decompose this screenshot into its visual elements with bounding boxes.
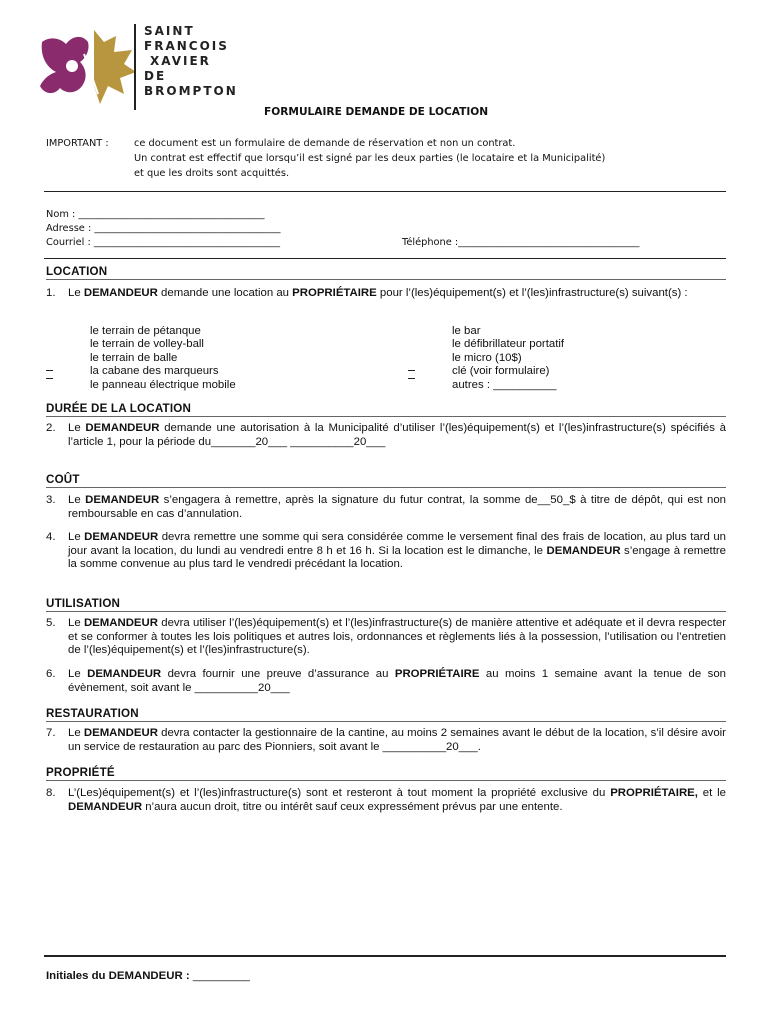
term-demandeur: DEMANDEUR — [68, 800, 143, 813]
paragraph-number: 1. — [46, 287, 56, 299]
logo-emblem-icon — [36, 24, 146, 110]
term-demandeur: DEMANDEUR — [85, 422, 160, 434]
paragraph-number: 4. — [46, 531, 56, 543]
section-restauration-heading: RESTAURATION — [46, 707, 139, 720]
checkbox-cle[interactable] — [408, 370, 415, 371]
text: Le — [68, 287, 84, 299]
paragraph-4 — [46, 531, 726, 572]
paragraph-number: 5. — [46, 617, 56, 629]
list-item: la cabane des marqueurs — [90, 365, 219, 378]
courriel-field[interactable]: Courriel : ______________________________________ — [46, 237, 281, 248]
term-demandeur: DEMANDEUR — [83, 617, 158, 629]
important-line-2: Un contrat est effectif que lorsqu’il est signé par les deux parties (le locataire et la Municipalité) — [134, 153, 606, 164]
telephone-field[interactable]: Téléphone :_____________________________________ — [402, 237, 640, 248]
logo-line-4: DE — [144, 69, 167, 83]
text: demande une autorisation à la Municipalité d’utiliser l’(les)équipement(s) et l’(les)infrastructure(s) spécifiés à l’article 1, pour la période du_______20___ __________20___ — [68, 422, 727, 448]
important-line-3: et que les droits sont acquittés. — [134, 168, 290, 179]
list-item: le panneau électrique mobile — [90, 378, 236, 391]
checkbox-panneau[interactable] — [46, 378, 53, 379]
logo-line-5: BROMPTON — [144, 84, 238, 98]
municipality-logo — [36, 24, 276, 110]
text: devra remettre une somme qui sera considérée comme le versement final des frais de location, au plus tard un jour avant la location, du lundi au vendredi entre 8 h et 16 h. Si la location est le dimanche, le — [68, 531, 726, 557]
section-underline — [46, 279, 726, 280]
initials-field[interactable] — [46, 970, 250, 982]
term-demandeur: DEMANDEUR — [546, 544, 621, 557]
text: Le — [68, 727, 84, 739]
section-cout-heading: COÛT — [46, 473, 80, 486]
text: devra contacter la gestionnaire de la cantine, au moins 2 semaines avant le début de la location, s’il désire avoir un service de restauration au parc des Pionniers, soit avant le __________20___. — [68, 727, 726, 753]
text: s’engagera à remettre, après la signature du futur contrat, la somme de — [159, 494, 538, 506]
important-label: IMPORTANT : — [46, 138, 109, 149]
list-item: autres : __________ — [452, 378, 557, 391]
section-utilisation-heading: UTILISATION — [46, 597, 121, 610]
section-underline — [46, 611, 726, 612]
form-title: FORMULAIRE DEMANDE DE LOCATION — [264, 106, 489, 118]
initials-blank[interactable]: _________ — [192, 970, 250, 982]
text: n’aura aucun droit, titre ou intérêt sauf ceux expressément prévus par une entente. — [142, 800, 563, 813]
term-demandeur: DEMANDEUR — [84, 531, 159, 543]
text: Le — [68, 531, 85, 543]
text: au moins 1 semaine avant la tenue de son évènement, soit avant le __________20___ — [68, 668, 726, 694]
section-underline — [46, 780, 726, 781]
paragraph-number: 2. — [46, 422, 56, 434]
paragraph-3 — [46, 494, 726, 521]
list-item: le bar — [452, 325, 481, 337]
section-location-heading: LOCATION — [46, 265, 108, 278]
text: et le — [697, 787, 726, 799]
paragraph-6 — [46, 668, 726, 695]
text: devra utiliser l’(les)équipement(s) et l’(les)infrastructure(s) de manière attentive et adéquate et il devra respecter et se conformer à toutes les lois politiques et autres lois, ordonnances et règlements liés à la possession, l’utilisation ou l’entretien de l’(les)équipement(s) et l’(les)infrastructure(s). — [68, 617, 726, 657]
text: à titre de dépôt, qui est non remboursable en cas d’annulation. — [68, 494, 726, 520]
term-demandeur: DEMANDEUR — [85, 494, 160, 506]
list-item: le terrain de pétanque — [90, 325, 201, 337]
important-text — [134, 136, 605, 181]
divider — [44, 258, 726, 259]
paragraph-2 — [46, 422, 726, 449]
term-proprietaire: PROPRIÉTAIRE — [394, 668, 480, 680]
logo-line-2: FRANCOIS — [144, 39, 229, 53]
section-underline — [46, 721, 726, 722]
paragraph-number: 7. — [46, 727, 56, 739]
paragraph-7 — [46, 727, 726, 754]
paragraph-number: 8. — [46, 787, 56, 799]
important-line-1: ce document est un formulaire de demande de réservation et non un contrat. — [134, 138, 516, 149]
initials-label: Initiales du — [46, 970, 109, 982]
checkbox-autres[interactable] — [408, 378, 415, 379]
paragraph-5 — [46, 617, 726, 658]
paragraph-number: 6. — [46, 668, 56, 680]
section-propriete-heading: PROPRIÉTÉ — [46, 766, 115, 779]
text: Le — [68, 617, 84, 629]
logo-line-3: XAVIER — [150, 54, 211, 68]
paragraph-1 — [46, 287, 726, 301]
term-demandeur: DEMANDEUR — [83, 287, 158, 299]
text: pour l’(les)équipement(s) et l’(les)infrastructure(s) suivant(s) : — [376, 287, 688, 299]
checkbox-cabane[interactable] — [46, 370, 53, 371]
term-proprietaire: PROPRIÉTAIRE — [292, 287, 377, 299]
footer-divider — [44, 955, 726, 957]
term-demandeur: DEMANDEUR : — [108, 970, 193, 982]
text: Le — [68, 668, 88, 680]
section-underline — [46, 487, 726, 488]
term-demandeur: DEMANDEUR — [83, 727, 158, 739]
list-item: le terrain de volley-ball — [90, 338, 204, 351]
list-item: clé (voir formulaire) — [452, 365, 550, 378]
deposit-amount: __50_$ — [537, 494, 576, 506]
term-proprietaire: PROPRIÉTAIRE, — [610, 787, 698, 799]
list-item: le terrain de balle — [90, 351, 178, 364]
text: Le — [68, 422, 86, 434]
logo-line-1: SAINT — [144, 24, 195, 38]
equipment-list-right — [452, 325, 564, 392]
equipment-list-left — [90, 325, 236, 392]
list-item: le défibrillateur portatif — [452, 338, 565, 351]
text: demande une location au — [157, 287, 293, 299]
paragraph-number: 3. — [46, 494, 56, 506]
adresse-field[interactable]: Adresse : ______________________________________ — [46, 223, 281, 234]
section-duree-heading: DURÉE DE LA LOCATION — [46, 402, 192, 415]
list-item: le micro (10$) — [452, 351, 522, 364]
text: L’(Les)équipement(s) et l’(les)infrastructure(s) sont et resteront à tout moment la propriété exclusive du — [68, 787, 611, 799]
term-demandeur: DEMANDEUR — [87, 668, 162, 680]
divider — [44, 191, 726, 192]
nom-field[interactable]: Nom : ______________________________________ — [46, 209, 265, 220]
text: Le — [68, 494, 86, 506]
text: devra fournir une preuve d’assurance au — [161, 668, 395, 680]
text: s’engage à remettre la somme convenue au plus tard le vendredi précédant la location. — [68, 544, 726, 571]
paragraph-8 — [46, 787, 726, 814]
section-underline — [46, 416, 726, 417]
